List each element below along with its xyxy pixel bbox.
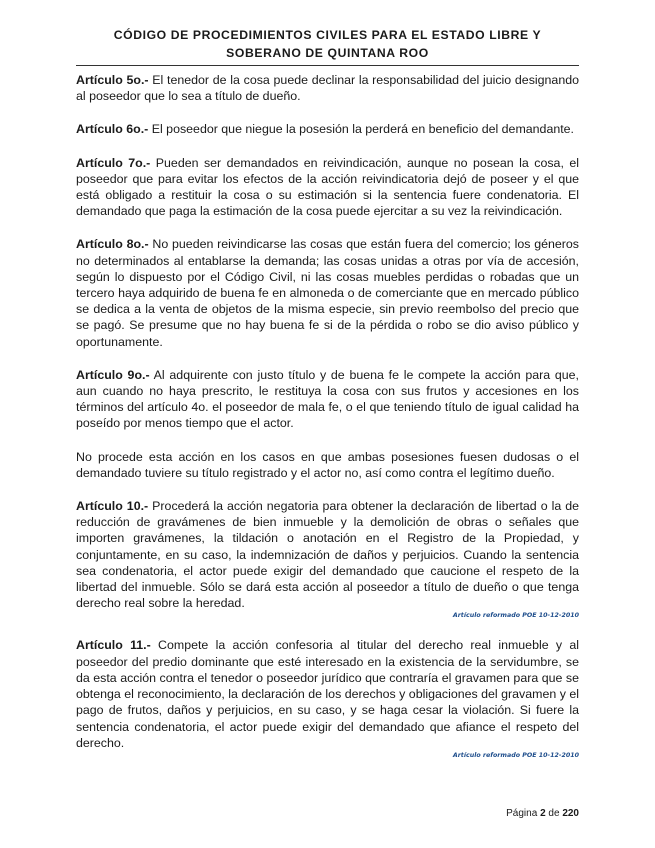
- header-divider: [76, 65, 579, 66]
- footer-page-word: Página: [506, 808, 538, 819]
- footer-of-word: de: [548, 808, 560, 819]
- article-9: [76, 367, 579, 432]
- paragraph-text: No procede esta acción en los casos en que ambas posesiones fuesen dudosas o el demandado tuviere su título registrado y el actor no, así como contra el legítimo dueño.: [76, 449, 579, 480]
- document-header: [76, 26, 579, 62]
- footer-current-page: 2: [540, 808, 546, 819]
- article-text: El tenedor de la cosa puede declinar la responsabilidad del juicio designando al poseedor que lo sea a título de dueño.: [76, 73, 579, 104]
- article-label: Artículo 9o.-: [76, 367, 150, 382]
- article-label: Artículo 7o.-: [76, 155, 151, 170]
- reform-note: Artículo reformado POE 10-12-2010: [452, 751, 579, 759]
- page-footer: [76, 808, 579, 820]
- article-label: Artículo 11.-: [76, 638, 151, 653]
- article-text: Al adquirente con justo título y de buena fe le compete la acción para que, aun cuando no haya prescrito, le restituya la cosa con sus frutos y accesiones en los términos del artículo 4o. el poseedor de mala fe, o el que teniendo título de igual calidad ha poseído por menos tiempo que el actor.: [76, 367, 580, 431]
- article-6: [76, 121, 579, 137]
- article-label: Artículo 8o.-: [76, 237, 149, 252]
- reform-note: Artículo reformado POE 10-12-2010: [452, 612, 579, 620]
- article-text: Procederá la acción negatoria para obtener la declaración de libertad o la de reducción de gravámenes de bien inmueble y la demolición de obras o señales que importen gravámenes, la tildación o anotación en el Registro de la Propiedad, y conjuntamente, en su caso, la indemnización de daños y perjuicios. Cuando la sentencia sea condenatoria, el actor puede exigir del demandado que caucione el respeto de la libertad del inmueble. Sólo se dará esta acción al poseedor a título de dueño o que tenga derecho real sobre la heredad.: [76, 499, 580, 611]
- article-9-continuation: [76, 449, 579, 481]
- document-body: [76, 72, 579, 777]
- header-title-line-1: CÓDIGO DE PROCEDIMIENTOS CIVILES PARA EL ESTADO LIBRE Y: [113, 28, 542, 42]
- article-label: Artículo 6o.-: [76, 122, 149, 137]
- footer-total-pages: 220: [562, 808, 579, 819]
- article-5: [76, 72, 579, 104]
- header-title-line-2: SOBERANO DE QUINTANA ROO: [226, 46, 429, 60]
- article-text: No pueden reivindicarse las cosas que están fuera del comercio; los géneros no determinados al entablarse la demanda; las cosas unidas a otras por vía de accesión, según lo dispuesto por el Código Civil, ni las cosas muebles perdidas o robadas que un tercero haya adquirido de buena fe en almoneda o de comerciante que en mercado público se dedica a la venta de objetos de la misma especie, sin previo reembolso del precio que se pagó. Se presume que no hay buena fe si de la pérdida o robo se dio aviso público y oportunamente.: [76, 237, 580, 349]
- article-10: [76, 498, 579, 611]
- article-8: [76, 236, 579, 349]
- article-text: Compete la acción confesoria al titular del derecho real inmueble y al poseedor del predio dominante que esté interesado en la existencia de la servidumbre, se da esta acción contra el tenedor o poseedor jurídico que contraría el gravamen para que se obtenga el reconocimiento, la declaración de los derechos y obligaciones del gravamen y el pago de frutos, daños y perjuicios, en su caso, y se haga cesar la violación. Si fuere la sentencia condenatoria, el actor puede exigir del demandado que afiance el respeto del derecho.: [76, 638, 579, 750]
- article-label: Artículo 10.-: [76, 499, 149, 514]
- article-text: El poseedor que niegue la posesión la perderá en beneficio del demandante.: [148, 122, 575, 137]
- article-text: Pueden ser demandados en reivindicación, aunque no posean la cosa, el poseedor que para evitar los efectos de la acción reivindicatoria dejó de poseer y el que está obligado a restituir la cosa o su estimación si la sentencia fuere condenatoria. El demandado que paga la estimación de la cosa puede ejercitar a su vez la reivindicación.: [76, 155, 579, 219]
- article-11: [76, 637, 579, 750]
- article-label: Artículo 5o.-: [76, 73, 149, 87]
- article-7: [76, 155, 579, 220]
